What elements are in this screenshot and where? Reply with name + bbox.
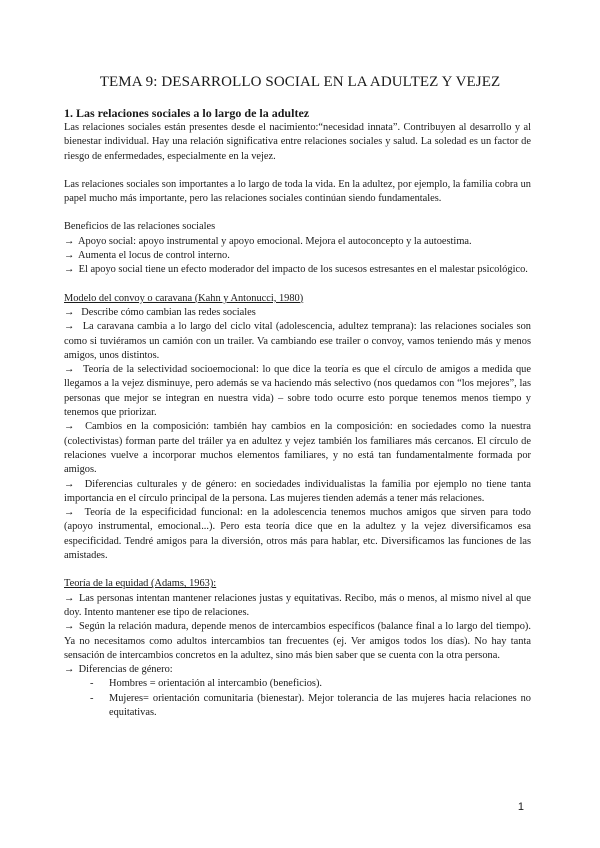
bullet-item: → Teoría de la especificidad funcional: en la adolescencia tenemos muchos amigos que sirven para todo (apoyo instrumental, emocional...). Pero esta teoría dice que en la adultez y la vejez diversificamos esa especificidad. Tendré amigos para la diversión, otros más para hablar, etc. Diversificamos las funciones de las amistades. bbox=[64, 507, 531, 562]
bullet-item: → La caravana cambia a lo largo del ciclo vital (adolescencia, adultez temprana): las relaciones sociales son como si tuviéramos un camión con un trailer. Va cambiando ese trailer o convoy, vamos teniendo más y menos amigos, unos distintos. bbox=[64, 321, 531, 361]
arrow-icon: → bbox=[64, 592, 75, 604]
bullet-item: → Diferencias culturales y de género: en sociedades individualistas la familia por ejemplo no tiene tanta importancia en el círculo principal de la persona. Las mujeres tienden además a tener más relaciones. bbox=[64, 478, 531, 504]
arrow-icon: → bbox=[64, 364, 75, 376]
dash-mark: - bbox=[90, 692, 94, 704]
arrow-icon: → bbox=[64, 478, 75, 490]
dash-mark: - bbox=[90, 678, 94, 690]
bullet-item: → Según la relación madura, depende menos de intercambios específicos (balance final a lo largo del tiempo). Ya no necesitamos como adultos intercambios tan frecuentes (ej. Ver amigos todos los días). No hay tanta sensación de intercambios concretos en la adultez, sino más bien saber que se cuenta con la otra persona. bbox=[64, 621, 531, 661]
page-number: 1 bbox=[517, 801, 524, 813]
arrow-icon: → bbox=[64, 250, 75, 262]
arrow-icon: → bbox=[64, 321, 75, 333]
arrow-icon: → bbox=[64, 507, 75, 519]
document-title: TEMA 9: DESARROLLO SOCIAL EN LA ADULTEZ Y VEJEZ bbox=[99, 74, 501, 90]
bullet-item: → Aumenta el locus de control interno. bbox=[64, 249, 531, 263]
subsection-title: Beneficios de las relaciones sociales bbox=[64, 221, 216, 233]
document-body bbox=[64, 105, 531, 720]
arrow-icon: → bbox=[64, 621, 75, 633]
arrow-icon: → bbox=[64, 306, 75, 318]
paragraph: Las relaciones sociales son importantes a lo largo de toda la vida. En la adultez, por ejemplo, la familia cobra un papel mucho más importante, pero las relaciones sociales continúan siendo fundamentales. bbox=[64, 178, 531, 205]
bullet-item: → Cambios en la composición: también hay cambios en la composición: en sociedades como la nuestra (colectivistas) forman parte del tráiler ya en adultez y vejez también los familiares más cercanos. El círculo de relaciones vuelve a incorporar muchos elementos familiares, y no está tan fundamentalmente formada por amigos. bbox=[64, 421, 531, 476]
bullet-item: → Teoría de la selectividad socioemocional: lo que dice la teoría es que el círculo de amigos a medida que llegamos a la vejez disminuye, pero además se va haciendo más selectivo (nos quedamos con “los mejores”, las personas que mejor se integran en nuestra vida) – sobre todo ocurre esto porque tenemos menos tiempo y tenemos que priorizar. bbox=[64, 364, 531, 419]
dash-item: - Hombres = orientación al intercambio (beneficios). bbox=[64, 677, 531, 691]
bullet-item: → Diferencias de género: bbox=[64, 663, 531, 677]
subsection-title: Teoría de la equidad (Adams, 1963): bbox=[64, 578, 217, 590]
paragraph: Las relaciones sociales están presentes desde el nacimiento:“necesidad innata”. Contribuyen al desarrollo y al bienestar individual. Hay una relación significativa entre relaciones sociales y salud. La soledad es un factor de riesgo de enfermedades, especialmente en la vejez. bbox=[64, 122, 531, 162]
arrow-icon: → bbox=[64, 235, 75, 247]
dash-item: - Mujeres= orientación comunitaria (bienestar). Mejor tolerancia de las mujeres hacia relaciones no equitativas. bbox=[64, 692, 531, 721]
bullet-item: → Describe cómo cambian las redes sociales bbox=[64, 306, 531, 320]
arrow-icon: → bbox=[64, 421, 75, 433]
bullet-item: → Las personas intentan mantener relaciones justas y equitativas. Recibo, más o menos, al mismo nivel al que doy. Intento mantener ese tipo de relaciones. bbox=[64, 592, 531, 618]
arrow-icon: → bbox=[64, 664, 75, 676]
subsection-title: Modelo del convoy o caravana (Kahn y Antonucci, 1980) bbox=[64, 292, 304, 304]
bullet-item: → El apoyo social tiene un efecto moderador del impacto de los sucesos estresantes en el malestar psicológico. bbox=[64, 263, 531, 277]
section-heading: 1. Las relaciones sociales a lo largo de la adultez bbox=[64, 106, 310, 120]
arrow-icon: → bbox=[64, 264, 75, 276]
bullet-item: → Apoyo social: apoyo instrumental y apoyo emocional. Mejora el autoconcepto y la autoestima. bbox=[64, 235, 531, 249]
